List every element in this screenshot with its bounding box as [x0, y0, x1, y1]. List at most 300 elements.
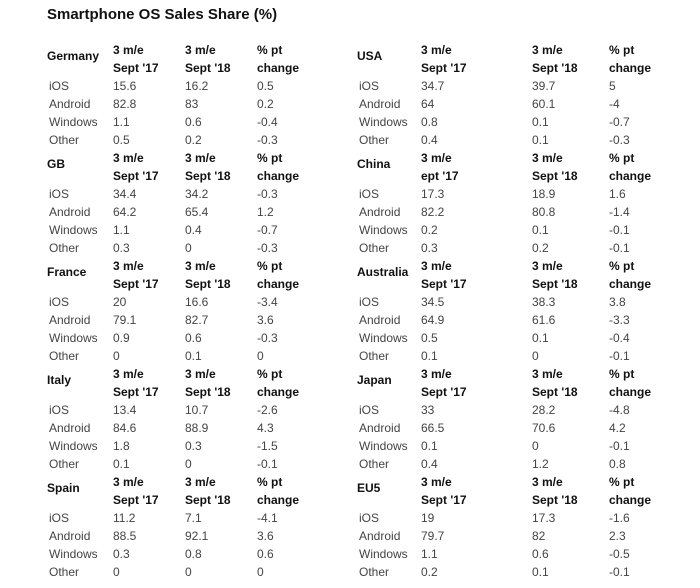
table-row — [47, 221, 367, 239]
os-label: Windows — [49, 331, 98, 345]
table-row — [357, 329, 677, 347]
table-row — [357, 455, 677, 473]
column-header-line: change — [609, 61, 652, 75]
share-cell: 13.4 — [113, 403, 137, 417]
table-header — [47, 365, 367, 401]
country-name: China — [357, 157, 391, 171]
table-row — [47, 131, 367, 149]
change-cell: -0.4 — [609, 331, 630, 345]
column-header — [185, 257, 231, 293]
share-cell: 0.8 — [421, 115, 438, 129]
column-header-line: % pt — [609, 259, 635, 273]
os-label: Windows — [49, 547, 98, 561]
column-header-line: Sept '18 — [185, 277, 231, 291]
change-cell: -2.6 — [257, 403, 278, 417]
column-header-line: change — [257, 493, 300, 507]
column-header — [421, 473, 467, 509]
table-header — [47, 149, 367, 185]
column-header-line: 3 m/e — [421, 367, 452, 381]
share-cell: 65.4 — [185, 205, 209, 219]
table-row — [47, 95, 367, 113]
column-header — [185, 41, 231, 77]
os-label: Windows — [359, 331, 408, 345]
os-label: iOS — [359, 403, 380, 417]
column-header — [257, 365, 299, 401]
table-row — [47, 203, 367, 221]
country-table — [47, 41, 367, 149]
share-cell: 64 — [421, 97, 435, 111]
os-label: Windows — [359, 439, 408, 453]
share-cell: 10.7 — [185, 403, 209, 417]
change-cell: 4.3 — [257, 421, 274, 435]
table-row — [47, 239, 367, 257]
column-header-line: 3 m/e — [532, 151, 563, 165]
country-table — [357, 473, 677, 581]
os-label: Android — [359, 529, 401, 543]
table-row — [357, 347, 677, 365]
country-name: Italy — [47, 373, 72, 387]
share-cell: 88.9 — [185, 421, 209, 435]
column-header-line: Sept '18 — [185, 169, 231, 183]
column-header-line: 3 m/e — [113, 475, 144, 489]
share-cell: 0.1 — [532, 565, 549, 579]
table-row — [47, 113, 367, 131]
table-row — [357, 239, 677, 257]
table-row — [47, 437, 367, 455]
column-header — [185, 473, 231, 509]
column-header — [257, 149, 299, 185]
os-label: Other — [49, 133, 80, 147]
share-cell: 18.9 — [532, 187, 556, 201]
share-cell: 60.1 — [532, 97, 556, 111]
change-cell: -0.3 — [609, 133, 630, 147]
table-row — [357, 131, 677, 149]
os-label: Android — [49, 421, 91, 435]
table-row — [357, 437, 677, 455]
os-label: Other — [359, 349, 390, 363]
share-cell: 64.2 — [113, 205, 137, 219]
country-name: Australia — [357, 265, 409, 279]
share-cell: 0.1 — [421, 349, 438, 363]
table-row — [357, 563, 677, 581]
column-header-line: Sept '18 — [185, 493, 231, 507]
share-cell: 82 — [532, 529, 546, 543]
column-header-line: Sept '17 — [421, 277, 467, 291]
country-name: Spain — [47, 481, 80, 495]
table-row — [47, 329, 367, 347]
share-cell: 16.2 — [185, 79, 209, 93]
share-cell: 1.1 — [113, 223, 130, 237]
os-label: iOS — [359, 511, 380, 525]
column-header-line: 3 m/e — [532, 475, 563, 489]
country-table — [357, 41, 677, 149]
column-header-line: 3 m/e — [532, 367, 563, 381]
table-row — [357, 311, 677, 329]
os-label: iOS — [359, 187, 380, 201]
column-header-line: 3 m/e — [113, 43, 144, 57]
table-row — [357, 77, 677, 95]
column-header-line: Sept '18 — [532, 385, 578, 399]
column-header — [113, 257, 159, 293]
table-row — [47, 293, 367, 311]
column-header — [257, 41, 299, 77]
column-header-line: 3 m/e — [421, 475, 452, 489]
column-header — [532, 41, 578, 77]
column-header-line: change — [257, 61, 300, 75]
column-header — [421, 257, 467, 293]
share-cell: 34.5 — [421, 295, 445, 309]
share-cell: 0.2 — [421, 565, 438, 579]
share-cell: 0.6 — [185, 331, 202, 345]
column-header-line: % pt — [257, 259, 283, 273]
change-cell: -0.1 — [609, 241, 630, 255]
column-header — [185, 149, 231, 185]
table-row — [47, 563, 367, 581]
change-cell: 0.8 — [609, 457, 626, 471]
os-label: Android — [359, 97, 401, 111]
column-header-line: Sept '17 — [113, 385, 159, 399]
column-header — [421, 149, 459, 185]
os-label: iOS — [49, 79, 70, 93]
share-cell: 0.6 — [532, 547, 549, 561]
column-header-line: Sept '17 — [421, 385, 467, 399]
share-cell: 15.6 — [113, 79, 137, 93]
change-cell: 4.2 — [609, 421, 626, 435]
table-header — [357, 473, 677, 509]
share-cell: 88.5 — [113, 529, 137, 543]
change-cell: -0.1 — [609, 439, 630, 453]
column-header — [113, 149, 159, 185]
table-row — [47, 77, 367, 95]
country-name: Japan — [357, 373, 392, 387]
column-header-line: % pt — [257, 475, 283, 489]
table-row — [357, 527, 677, 545]
share-cell: 34.4 — [113, 187, 137, 201]
share-cell: 0.4 — [421, 133, 438, 147]
share-cell: 34.7 — [421, 79, 445, 93]
share-cell: 16.6 — [185, 295, 209, 309]
share-cell: 0.1 — [185, 349, 202, 363]
table-header — [357, 149, 677, 185]
country-table — [47, 365, 367, 473]
share-cell: 0 — [185, 241, 192, 255]
column-header-line: ept '17 — [421, 169, 459, 183]
os-label: Android — [359, 205, 401, 219]
share-cell: 0.4 — [185, 223, 202, 237]
share-cell: 0 — [185, 565, 192, 579]
column-header-line: % pt — [609, 43, 635, 57]
os-label: Android — [49, 529, 91, 543]
share-cell: 39.7 — [532, 79, 556, 93]
share-cell: 82.2 — [421, 205, 445, 219]
share-cell: 20 — [113, 295, 127, 309]
share-cell: 7.1 — [185, 511, 202, 525]
os-label: Other — [49, 457, 80, 471]
share-cell: 0.3 — [421, 241, 438, 255]
change-cell: -0.3 — [257, 133, 278, 147]
change-cell: 3.8 — [609, 295, 626, 309]
share-cell: 0.1 — [421, 439, 438, 453]
share-cell: 79.7 — [421, 529, 445, 543]
table-row — [47, 545, 367, 563]
page-title: Smartphone OS Sales Share (%) — [47, 6, 278, 23]
share-cell: 38.3 — [532, 295, 556, 309]
share-cell: 1.8 — [113, 439, 130, 453]
column-header-line: 3 m/e — [185, 367, 216, 381]
table-row — [357, 221, 677, 239]
share-cell: 11.2 — [113, 511, 136, 525]
os-label: iOS — [359, 295, 380, 309]
share-cell: 1.1 — [113, 115, 130, 129]
share-cell: 0 — [185, 457, 192, 471]
change-cell: -3.4 — [257, 295, 278, 309]
column-header-line: change — [609, 493, 652, 507]
change-cell: -0.3 — [257, 241, 278, 255]
table-row — [357, 509, 677, 527]
table-row — [357, 185, 677, 203]
table-row — [47, 347, 367, 365]
country-name: EU5 — [357, 481, 381, 495]
change-cell: -4 — [609, 97, 620, 111]
country-name: France — [47, 265, 87, 279]
country-table — [47, 257, 367, 365]
share-cell: 17.3 — [532, 511, 556, 525]
os-label: Android — [49, 97, 91, 111]
change-cell: -0.4 — [257, 115, 278, 129]
share-cell: 0.2 — [532, 241, 549, 255]
change-cell: 1.2 — [257, 205, 274, 219]
column-header-line: 3 m/e — [185, 43, 216, 57]
os-label: Other — [49, 241, 80, 255]
column-header — [257, 473, 299, 509]
share-cell: 0.2 — [421, 223, 438, 237]
column-header-line: % pt — [257, 367, 283, 381]
table-header — [357, 41, 677, 77]
change-cell: -0.1 — [609, 223, 630, 237]
column-header-line: 3 m/e — [421, 151, 452, 165]
share-cell: 84.6 — [113, 421, 137, 435]
change-cell: 0.6 — [257, 547, 274, 561]
os-label: Other — [359, 565, 390, 579]
country-name: USA — [357, 49, 383, 63]
table-row — [47, 455, 367, 473]
share-cell: 0.5 — [113, 133, 130, 147]
share-cell: 66.5 — [421, 421, 445, 435]
change-cell: 5 — [609, 79, 616, 93]
column-header-line: % pt — [257, 43, 283, 57]
column-header — [532, 257, 578, 293]
column-header-line: 3 m/e — [113, 367, 144, 381]
column-header — [113, 473, 159, 509]
table-row — [357, 95, 677, 113]
os-label: Android — [359, 313, 401, 327]
share-cell: 0.1 — [532, 133, 549, 147]
share-cell: 70.6 — [532, 421, 556, 435]
os-label: iOS — [49, 295, 70, 309]
column-header-line: 3 m/e — [421, 43, 452, 57]
change-cell: -1.5 — [257, 439, 278, 453]
column-header — [609, 149, 651, 185]
column-header-line: % pt — [609, 475, 635, 489]
change-cell: 3.6 — [257, 529, 274, 543]
share-cell: 64.9 — [421, 313, 445, 327]
column-header-line: 3 m/e — [185, 259, 216, 273]
column-header — [113, 365, 159, 401]
table-row — [357, 401, 677, 419]
table-row — [357, 293, 677, 311]
table-header — [47, 257, 367, 293]
change-cell: -1.6 — [609, 511, 630, 525]
column-header-line: % pt — [609, 151, 635, 165]
column-header-line: 3 m/e — [113, 151, 144, 165]
column-header-line: Sept '18 — [532, 277, 578, 291]
share-cell: 0.9 — [113, 331, 130, 345]
table-row — [357, 113, 677, 131]
column-header — [609, 41, 651, 77]
table-row — [47, 509, 367, 527]
table-header — [47, 473, 367, 509]
change-cell: 1.6 — [609, 187, 626, 201]
country-table — [357, 365, 677, 473]
table-row — [47, 419, 367, 437]
share-cell: 34.2 — [185, 187, 209, 201]
change-cell: -0.1 — [609, 565, 630, 579]
share-cell: 0.8 — [185, 547, 202, 561]
table-header — [357, 365, 677, 401]
change-cell: 0 — [257, 565, 264, 579]
column-header-line: % pt — [257, 151, 283, 165]
change-cell: 3.6 — [257, 313, 274, 327]
change-cell: -0.5 — [609, 547, 630, 561]
change-cell: -4.1 — [257, 511, 278, 525]
column-header-line: Sept '18 — [532, 169, 578, 183]
column-header — [421, 41, 467, 77]
column-header-line: change — [609, 277, 652, 291]
column-header-line: 3 m/e — [113, 259, 144, 273]
column-header-line: change — [609, 385, 652, 399]
column-header-line: change — [257, 385, 300, 399]
column-header-line: 3 m/e — [532, 43, 563, 57]
share-cell: 28.2 — [532, 403, 556, 417]
table-row — [47, 401, 367, 419]
share-cell: 1.1 — [421, 547, 438, 561]
country-table — [47, 149, 367, 257]
os-label: iOS — [359, 79, 380, 93]
os-label: Other — [359, 133, 390, 147]
change-cell: 0.2 — [257, 97, 274, 111]
table-row — [47, 185, 367, 203]
column-header-line: 3 m/e — [532, 259, 563, 273]
country-table — [47, 473, 367, 581]
share-cell: 0 — [113, 565, 120, 579]
change-cell: -0.1 — [609, 349, 630, 363]
share-cell: 0.2 — [185, 133, 202, 147]
share-cell: 0 — [532, 349, 539, 363]
os-label: Windows — [359, 547, 408, 561]
table-header — [357, 257, 677, 293]
column-header — [532, 473, 578, 509]
country-table — [357, 257, 677, 365]
os-label: Other — [49, 565, 80, 579]
os-label: iOS — [49, 403, 70, 417]
os-label: Android — [49, 205, 91, 219]
os-label: Other — [359, 241, 390, 255]
os-label: Windows — [359, 115, 408, 129]
change-cell: -0.7 — [257, 223, 278, 237]
column-header — [421, 365, 467, 401]
change-cell: -3.3 — [609, 313, 630, 327]
change-cell: -4.8 — [609, 403, 630, 417]
share-cell: 0.1 — [113, 457, 130, 471]
country-table — [357, 149, 677, 257]
change-cell: 0.5 — [257, 79, 274, 93]
change-cell: -0.3 — [257, 331, 278, 345]
column-header — [185, 365, 231, 401]
column-header-line: Sept '18 — [532, 493, 578, 507]
column-header-line: Sept '17 — [421, 61, 467, 75]
share-cell: 0.3 — [113, 547, 130, 561]
table-row — [357, 203, 677, 221]
column-header-line: Sept '17 — [113, 277, 159, 291]
column-header — [113, 41, 159, 77]
share-cell: 0.6 — [185, 115, 202, 129]
share-cell: 80.8 — [532, 205, 556, 219]
share-cell: 0 — [532, 439, 539, 453]
share-cell: 0.1 — [532, 223, 549, 237]
share-cell: 0 — [113, 349, 120, 363]
column-header-line: Sept '17 — [113, 493, 159, 507]
os-label: Other — [359, 457, 390, 471]
os-label: Other — [49, 349, 80, 363]
share-cell: 33 — [421, 403, 435, 417]
column-header-line: change — [257, 169, 300, 183]
share-cell: 92.1 — [185, 529, 209, 543]
column-header-line: Sept '17 — [421, 493, 467, 507]
os-label: Windows — [359, 223, 408, 237]
column-header — [532, 149, 578, 185]
share-cell: 19 — [421, 511, 435, 525]
os-label: Windows — [49, 223, 98, 237]
column-header-line: 3 m/e — [421, 259, 452, 273]
change-cell: 0 — [257, 349, 264, 363]
table-row — [47, 311, 367, 329]
os-label: Windows — [49, 439, 98, 453]
column-header-line: Sept '18 — [532, 61, 578, 75]
column-header-line: Sept '17 — [113, 61, 159, 75]
os-label: Android — [359, 421, 401, 435]
share-cell: 17.3 — [421, 187, 445, 201]
table-row — [357, 545, 677, 563]
column-header-line: 3 m/e — [185, 475, 216, 489]
share-cell: 82.8 — [113, 97, 137, 111]
column-header-line: change — [257, 277, 300, 291]
os-label: Android — [49, 313, 91, 327]
share-cell: 1.2 — [532, 457, 549, 471]
share-cell: 61.6 — [532, 313, 556, 327]
table-header — [47, 41, 367, 77]
change-cell: -0.1 — [257, 457, 278, 471]
column-header-line: Sept '18 — [185, 61, 231, 75]
os-label: iOS — [49, 187, 70, 201]
share-cell: 0.1 — [532, 115, 549, 129]
share-cell: 0.3 — [113, 241, 130, 255]
share-cell: 0.3 — [185, 439, 202, 453]
column-header-line: Sept '17 — [113, 169, 159, 183]
os-label: Windows — [49, 115, 98, 129]
share-cell: 83 — [185, 97, 199, 111]
column-header-line: Sept '18 — [185, 385, 231, 399]
column-header-line: change — [609, 169, 652, 183]
